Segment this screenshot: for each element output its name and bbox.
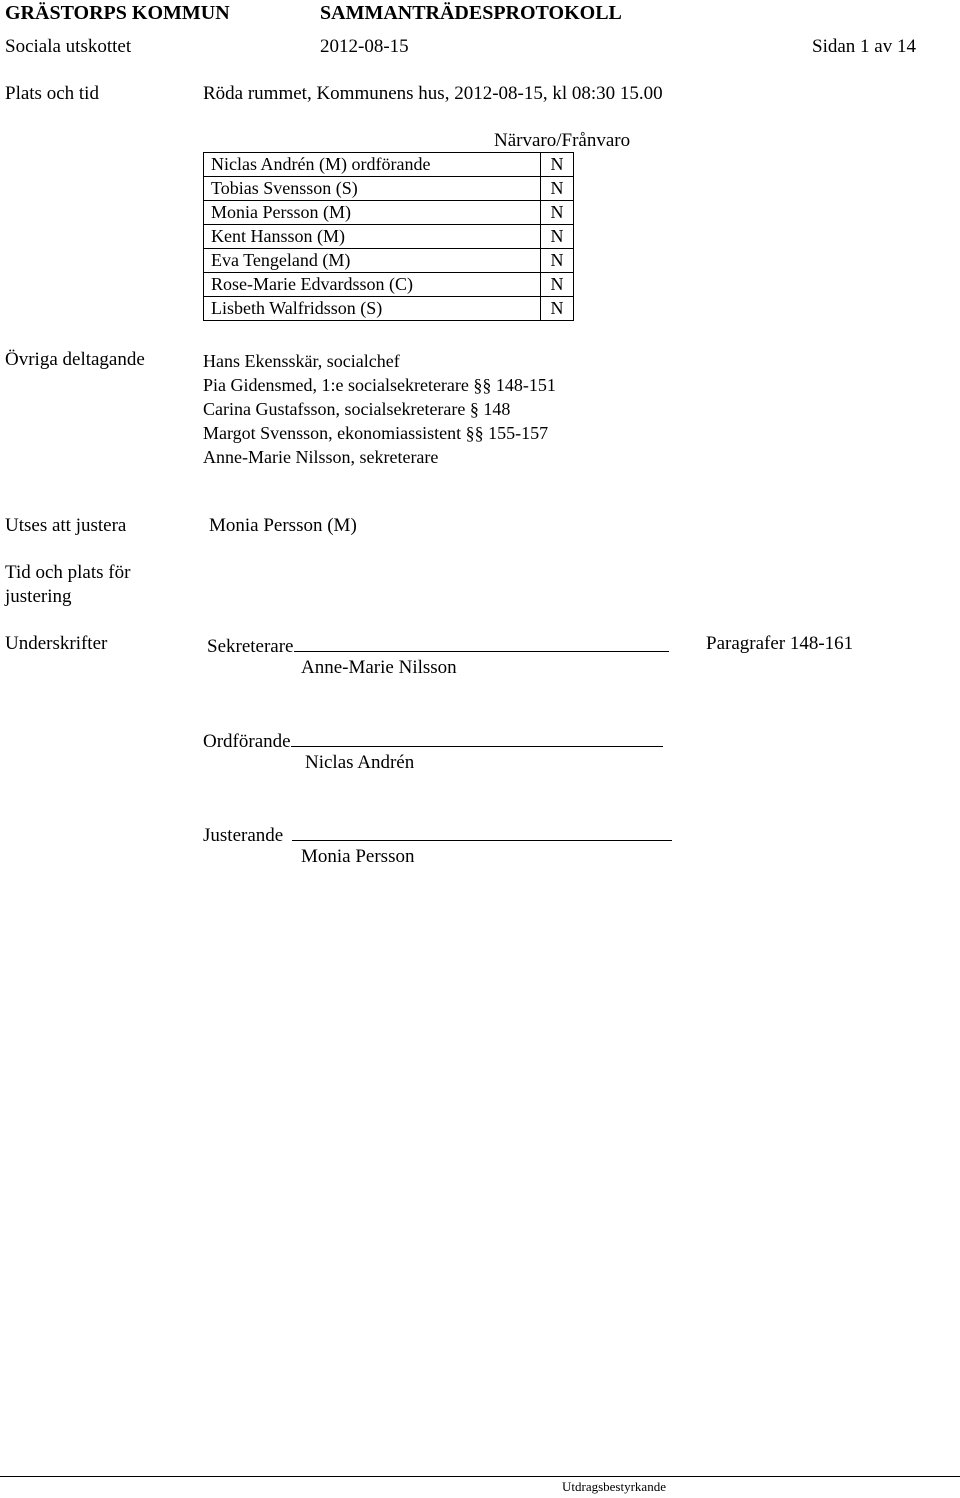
attendance-mark: N (541, 297, 574, 321)
chair-signature (203, 728, 663, 753)
committee-name: Sociala utskottet (5, 36, 132, 57)
place-time-label: Plats och tid (5, 83, 99, 104)
secretary-label: Sekreterare (207, 636, 294, 657)
attendance-row (204, 153, 574, 177)
others-line: Margot Svensson, ekonomiassistent §§ 155-157 (203, 423, 549, 443)
adjuster-signature (203, 822, 672, 847)
member-name: Tobias Svensson (S) (204, 177, 541, 201)
signature-line (292, 822, 672, 841)
others-line: Hans Ekensskär, socialchef (203, 351, 400, 371)
footer-divider (0, 1476, 960, 1477)
adjust-time-label: Tid och plats för (5, 562, 131, 583)
attendance-mark: N (541, 273, 574, 297)
meeting-date: 2012-08-15 (320, 36, 409, 57)
others-line: Anne-Marie Nilsson, sekreterare (203, 447, 439, 467)
signature-line (294, 633, 669, 652)
attendance-heading: Närvaro/Frånvaro (494, 130, 631, 151)
attendance-row (204, 249, 574, 273)
chair-label: Ordförande (203, 731, 291, 752)
member-name: Rose-Marie Edvardsson (C) (204, 273, 541, 297)
organization-name: GRÄSTORPS KOMMUN (5, 2, 230, 24)
attendance-table (203, 152, 574, 321)
attendance-row (204, 201, 574, 225)
adjuster-name: Monia Persson (301, 846, 415, 867)
secretary-signature (207, 633, 669, 658)
secretary-name: Anne-Marie Nilsson (301, 657, 457, 678)
signatures-label: Underskrifter (5, 633, 108, 654)
place-time-value: Röda rummet, Kommunens hus, 2012-08-15, kl 08:30 15.00 (203, 83, 663, 104)
member-name: Niclas Andrén (M) ordförande (204, 153, 541, 177)
paragraphs-range: Paragrafer 148-161 (706, 633, 854, 654)
others-line: Pia Gidensmed, 1:e socialsekreterare §§ 148-151 (203, 375, 556, 395)
adjuster-appointment-value: Monia Persson (M) (209, 515, 357, 536)
adjuster-label: Justerande (203, 825, 284, 846)
attendance-mark: N (541, 153, 574, 177)
attendance-row (204, 297, 574, 321)
attendance-row (204, 273, 574, 297)
member-name: Eva Tengeland (M) (204, 249, 541, 273)
attendance-mark: N (541, 177, 574, 201)
attendance-row (204, 177, 574, 201)
chair-name: Niclas Andrén (305, 752, 415, 773)
attendance-mark: N (541, 225, 574, 249)
member-name: Monia Persson (M) (204, 201, 541, 225)
adjust-time-label-cont: justering (5, 586, 72, 607)
page-number: Sidan 1 av 14 (812, 36, 916, 57)
attendance-mark: N (541, 201, 574, 225)
others-line: Carina Gustafsson, socialsekreterare § 148 (203, 399, 511, 419)
member-name: Lisbeth Walfridsson (S) (204, 297, 541, 321)
footer-certification: Utdragsbestyrkande (562, 1479, 666, 1494)
signature-line (291, 728, 663, 747)
attendance-row (204, 225, 574, 249)
adjuster-appointment-label: Utses att justera (5, 515, 127, 536)
document-type: SAMMANTRÄDESPROTOKOLL (320, 2, 622, 24)
others-label: Övriga deltagande (5, 349, 145, 370)
member-name: Kent Hansson (M) (204, 225, 541, 249)
attendance-mark: N (541, 249, 574, 273)
